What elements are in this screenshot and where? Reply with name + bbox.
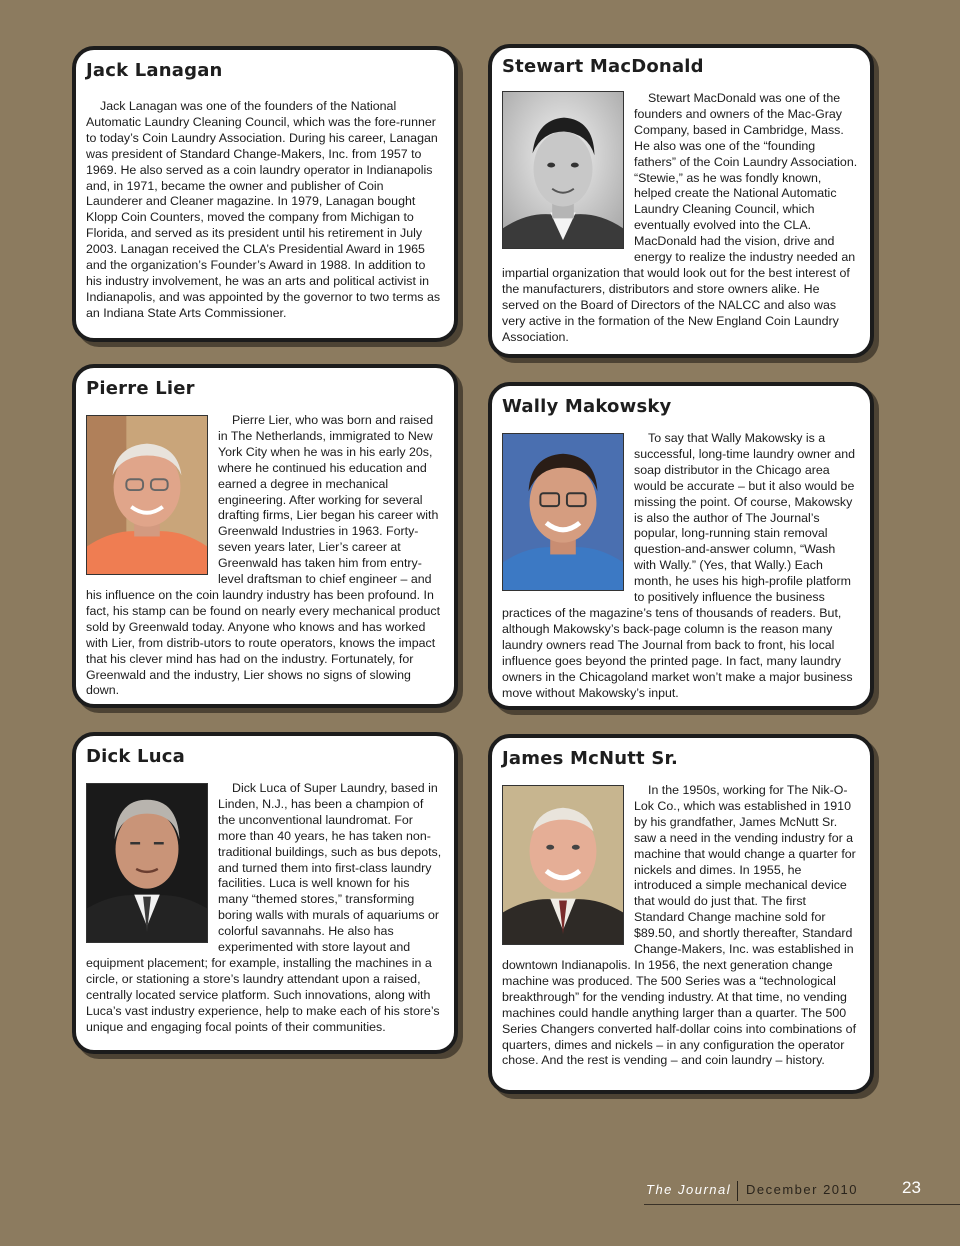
profile-text: To say that Wally Makowsky is a successful, long-time laundry owner and soap distributor in the Chicago area would be accurate – but it also would be missing the point. Of course, Makowsky is also the author of The Journal’s popular, long-running stain removal question-and-answer column, “Wash with Wally.” (Yes, that Wally.) Each month, he uses his high-profile platform to positively influence the business practices of the magazine’s tens of thousands of readers. But, although Makowsky’s back-page column is the reason many laundry owners read The Journal from back to front, his local influence goes beyond the printed page. In fact, many laundry owners in the Chicagoland market won’t make a major business move without Makowsky’s input. <box>502 431 856 700</box>
profile-card-jack-lanagan <box>72 46 458 342</box>
portrait-photo <box>502 91 624 249</box>
profile-text-container <box>76 399 454 699</box>
profile-card-dick-luca <box>72 732 458 1054</box>
portrait-photo <box>502 785 624 945</box>
portrait-photo <box>502 433 624 591</box>
portrait-photo <box>86 415 208 575</box>
publication-name: The Journal <box>646 1182 732 1197</box>
portrait-photo <box>86 783 208 943</box>
profile-text: Dick Luca of Super Laundry, based in Linden, N.J., has been a champion of the unconventional laundromat. For more than 40 years, he has taken non-traditional buildings, such as bus depots, and turned them into first-class laundry facilities. Luca is well known for his many “themed stores,” transforming boring walls with murals of aquariums or colorful savannahs. He also has experimented with store layout and equipment placement; for example, installing the machines in a circle, or stationing a store’s laundry attendant upon a raised, centrally located service platform. Such innovations, along with Luca’s vast industry experience, help to make each of his store’s unique and engaging focal points of their communities. <box>86 781 442 1034</box>
profile-text: Pierre Lier, who was born and raised in The Netherlands, immigrated to New York City when he was in his early 20s, where he continued his education and earned a degree in mechanical engineering. After working for several drafting firms, Lier began his career with Greenwald Industries in 1963. Forty-seven years later, Lier’s career at Greenwald has taken him from entry-level draftsman to chief engineer – and his influence on the coin laundry industry has been profound. In fact, his stamp can be found on nearly every mechanical product sold by Greenwald today. Anyone who knows and has worked with Lier, from distrib-utors to route operators, knows the impact that his clever mind has had on the industry. Fortunately, for Greenwald and the industry, Lier shows no signs of slowing down. <box>86 413 441 698</box>
profile-text: Jack Lanagan was one of the founders of the National Automatic Laundry Cleaning Council, which was the fore-runner to today’s Coin Laundry Association. During his career, Lanagan was president of Standard Change-Makers, Inc. from 1957 to 1969. He also served as a coin laundry operator in Indianapolis and, in 1971, became the owner and publisher of Coin Launderer and Cleaner magazine. In 1979, Lanagan bought Klopp Coin Counters, moved the company from Michigan to Florida, and served as its president until his retirement in July 2003. Lanagan received the CLA’s Presidential Award in 1965 and the organization’s Founder’s Award in 1988. In addition to his industry involvement, he was an arts and political activist in Indianapolis, and was appointed by the governor to two terms as an Indiana State Arts Commissioner. <box>86 99 441 320</box>
profile-text-container <box>492 417 870 701</box>
profile-name: Wally Makowsky <box>502 396 672 417</box>
profile-card-wally-makowsky <box>488 382 874 710</box>
profile-text-container <box>76 81 454 322</box>
profile-text-container <box>492 77 870 346</box>
profile-name: Pierre Lier <box>86 378 195 399</box>
profile-text-container <box>76 767 454 1036</box>
profile-name: Dick Luca <box>86 746 185 767</box>
page-number: 23 <box>902 1178 921 1197</box>
profile-card-stewart-macdonald <box>488 44 874 358</box>
profile-name: Jack Lanagan <box>86 60 223 81</box>
profile-name: James McNutt Sr. <box>502 748 679 769</box>
page-footer <box>644 1176 960 1205</box>
profile-text: Stewart MacDonald was one of the founders and owners of the Mac-Gray Company, based in Cambridge, Mass. He also was one of the “founding fathers” of the Coin Laundry Association. “Stewie,” as he was fondly known, helped create the National Automatic Laundry Cleaning Council, which eventually evolved into the CLA. MacDonald had the vision, drive and energy to realize the industry needed an impartial organization that would look out for the best interest of the manufacturers, distributors and store owners alike. He served on the Board of Directors of the NALCC and also was very active in the formation of the New England Coin Laundry Association. <box>502 91 858 344</box>
issue-date: December 2010 <box>746 1182 858 1197</box>
profile-name: Stewart MacDonald <box>502 56 704 77</box>
profile-card-james-mcnutt-sr <box>488 734 874 1094</box>
profile-text-container <box>492 769 870 1069</box>
profile-text: In the 1950s, working for The Nik-O-Lok Co., which was established in 1910 by his grandfather, James McNutt Sr. saw a need in the vending industry for a machine that would change a quarter for nickels and dimes. In 1955, he introduced a simple mechanical device that would do just that. The first Standard Change machine sold for $89.50, and shortly thereafter, Standard Change-Makers, Inc. was established in downtown Indianapolis. In 1956, the next generation change machine was produced. The 500 Series was a “technological breakthrough” for the vending industry. At that time, no vending machines could handle anything larger than a quarter. The 500 Series Changers converted half-dollar coins into combinations of quarters, dimes and nickels – in any configuration the operator chose. And the rest is vending – and coin laundry – history. <box>502 783 857 1068</box>
profile-card-pierre-lier <box>72 364 458 708</box>
footer-divider <box>737 1181 738 1201</box>
